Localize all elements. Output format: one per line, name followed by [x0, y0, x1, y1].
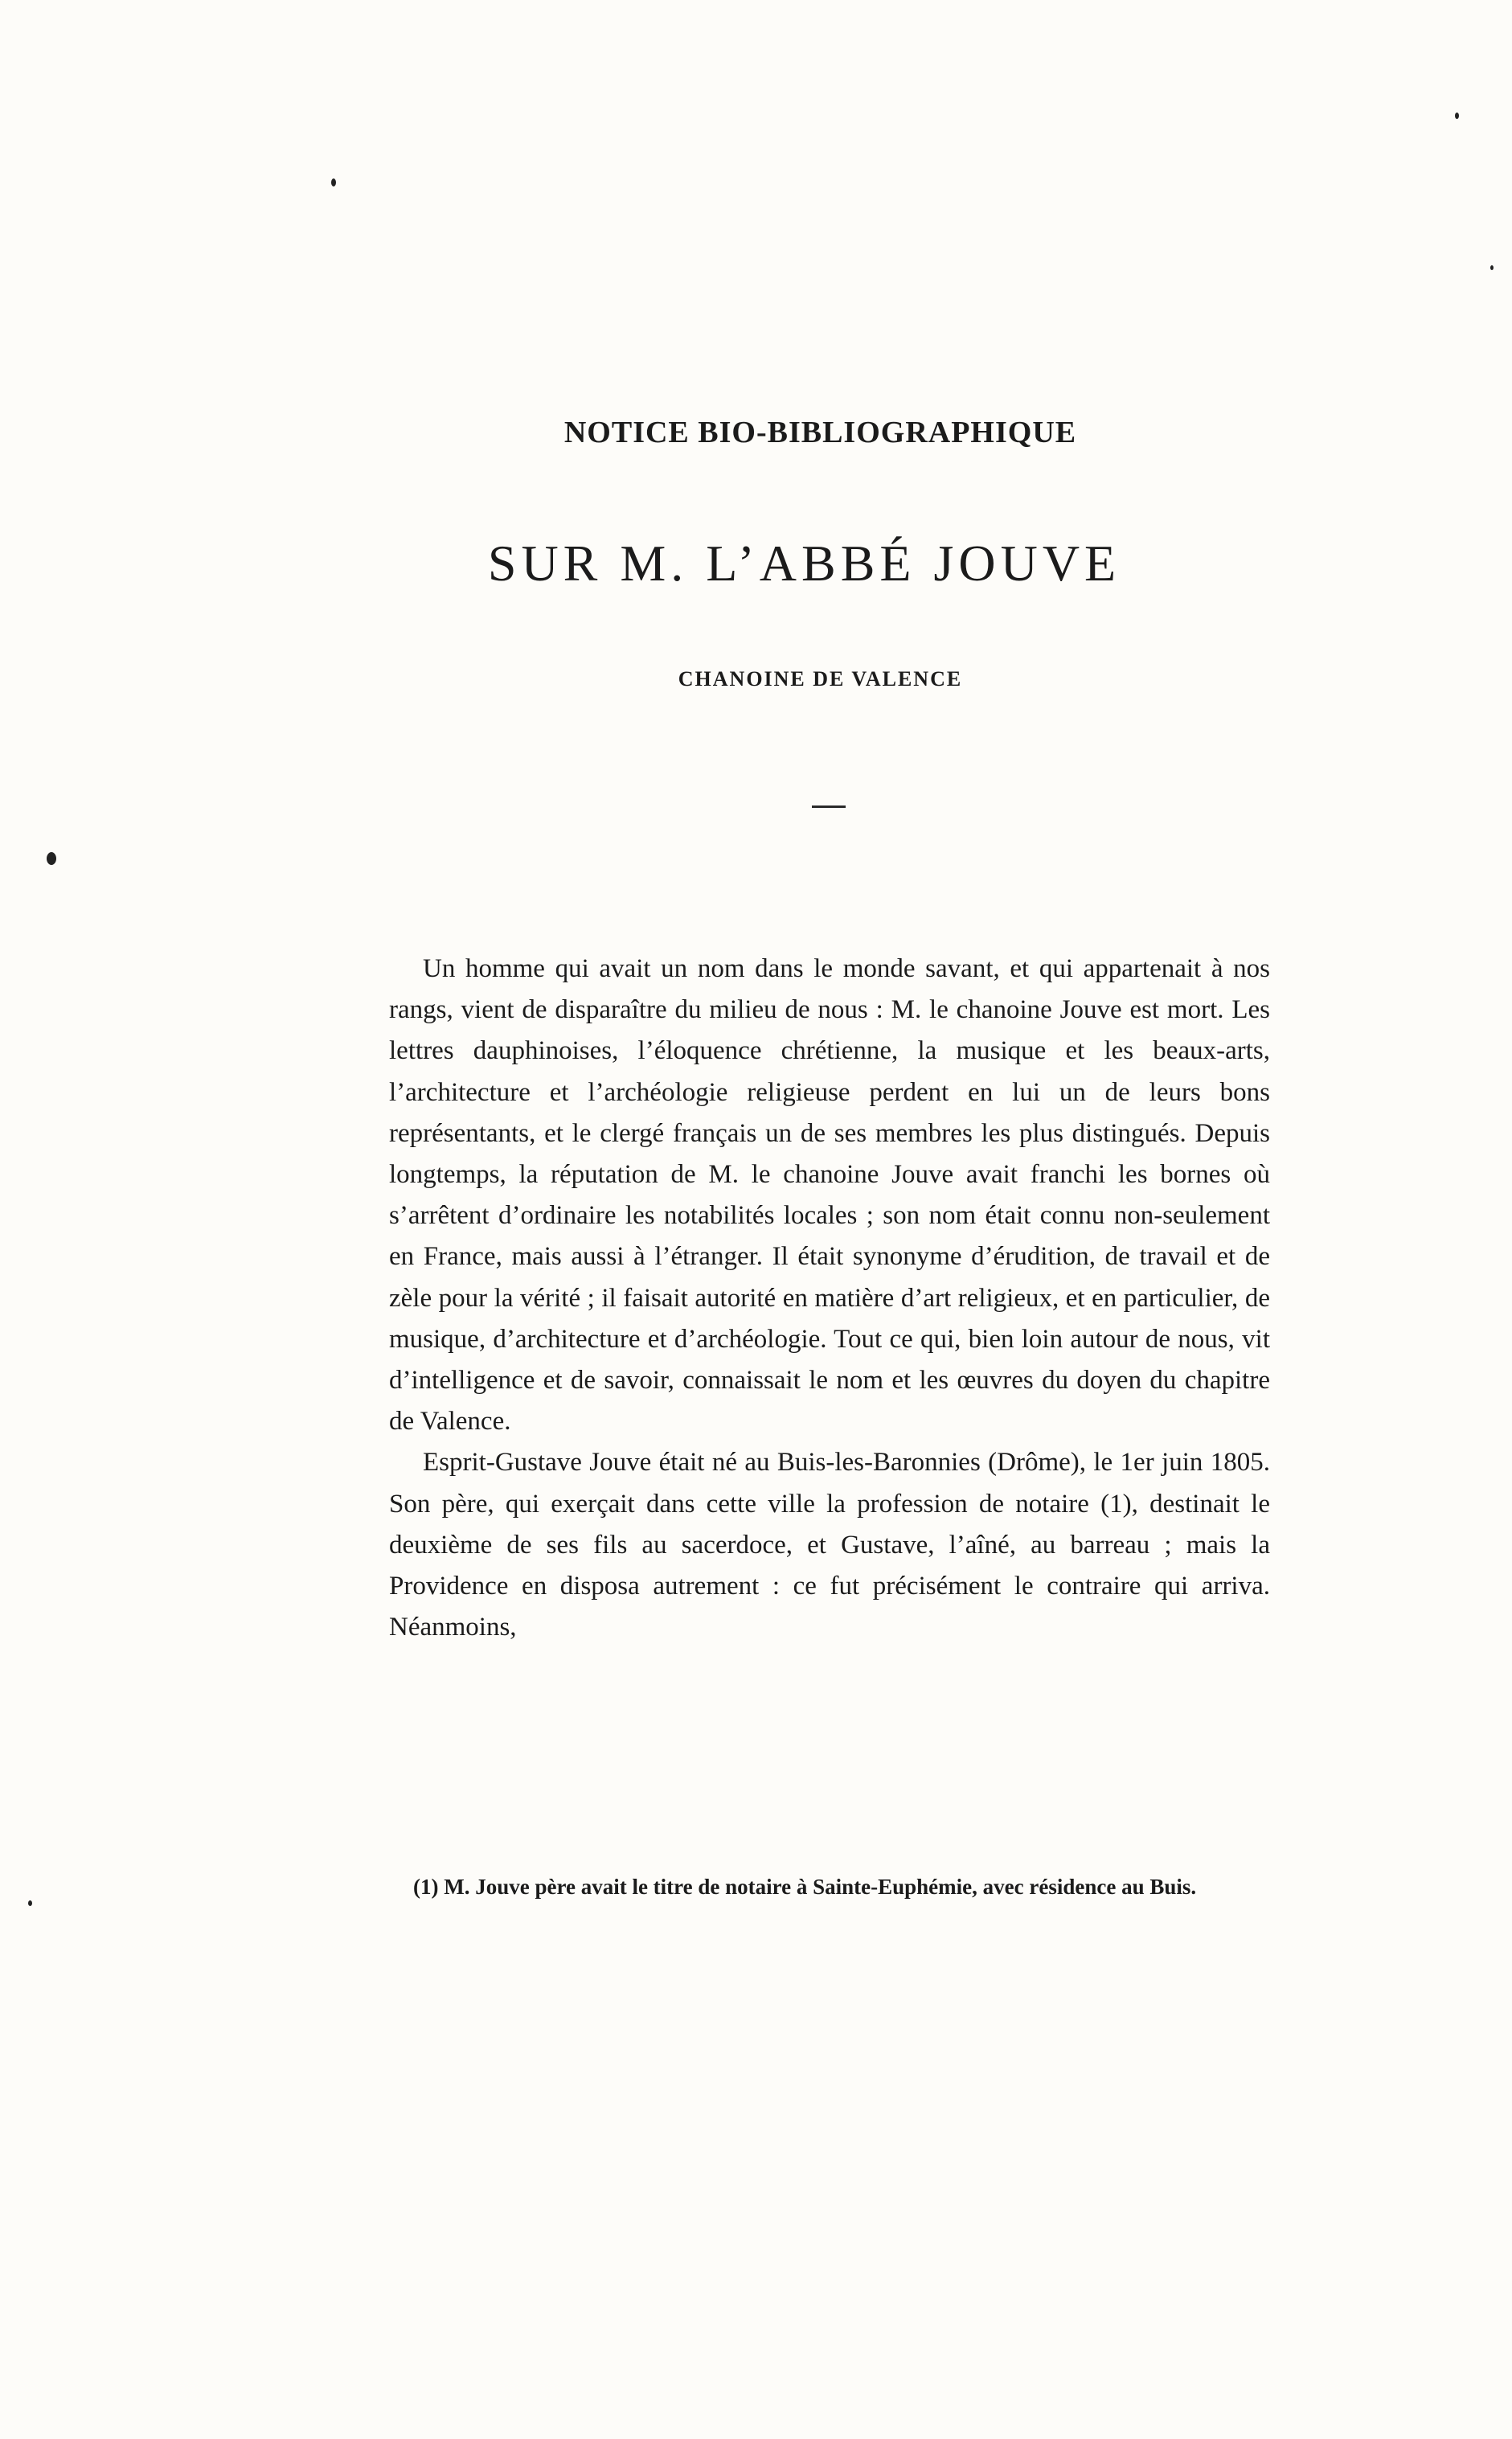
- main-title: SUR M. L’ABBÉ JOUVE: [487, 535, 1121, 592]
- paragraph-1: Un homme qui avait un nom dans le monde savant, et qui appartenait à nos rangs, vient de disparaître du milieu de nous : M. le chanoine Jouve est mort. Les lettres dauphinoises, l’éloquence chrétienne, la musique et les beaux-arts, l’architecture et l’archéologie religieuse perdent en lui un de leurs bons représentants, et le clergé français un de ses membres les plus distingués. Depuis longtemps, la réputation de M. le chanoine Jouve avait franchi les bornes où s’arrêtent d’ordinaire les notabilités locales ; son nom était connu non-seulement en France, mais aussi à l’étranger. Il était synonyme d’érudition, de travail et de zèle pour la vérité ; il faisait autorité en matière d’art religieux, et en particulier, de musique, d’architecture et d’archéologie. Tout ce qui, bien loin autour de nous, vit d’intelligence et de savoir, connaissait le nom et les œuvres du doyen du chapitre de Valence.: [389, 954, 1270, 1437]
- scan-speck: [331, 178, 336, 187]
- scan-speck: [47, 852, 56, 865]
- scan-speck: [28, 1900, 32, 1906]
- separator-rule: [812, 805, 846, 808]
- body-text: [389, 949, 1270, 1648]
- footnote-text: (1) M. Jouve père avait le titre de notaire à Sainte-Euphémie, avec résidence au Buis.: [413, 1875, 1197, 1899]
- scan-speck: [1455, 113, 1459, 119]
- subtitle: CHANOINE DE VALENCE: [678, 667, 963, 691]
- paragraph-2: Esprit-Gustave Jouve était né au Buis-les-Baronnies (Drôme), le 1er juin 1805. Son père, qui exerçait dans cette ville la profession de notaire (1), destinait le deuxième de ses fils au sacerdoce, et Gustave, l’aîné, au barreau ; mais la Providence en disposa autrement : ce fut précisément le contraire qui arriva. Néanmoins,: [389, 1448, 1270, 1642]
- footnote: [389, 1870, 1270, 1904]
- scan-speck: [1490, 265, 1494, 270]
- notice-heading: NOTICE BIO-BIBLIOGRAPHIQUE: [563, 416, 1077, 449]
